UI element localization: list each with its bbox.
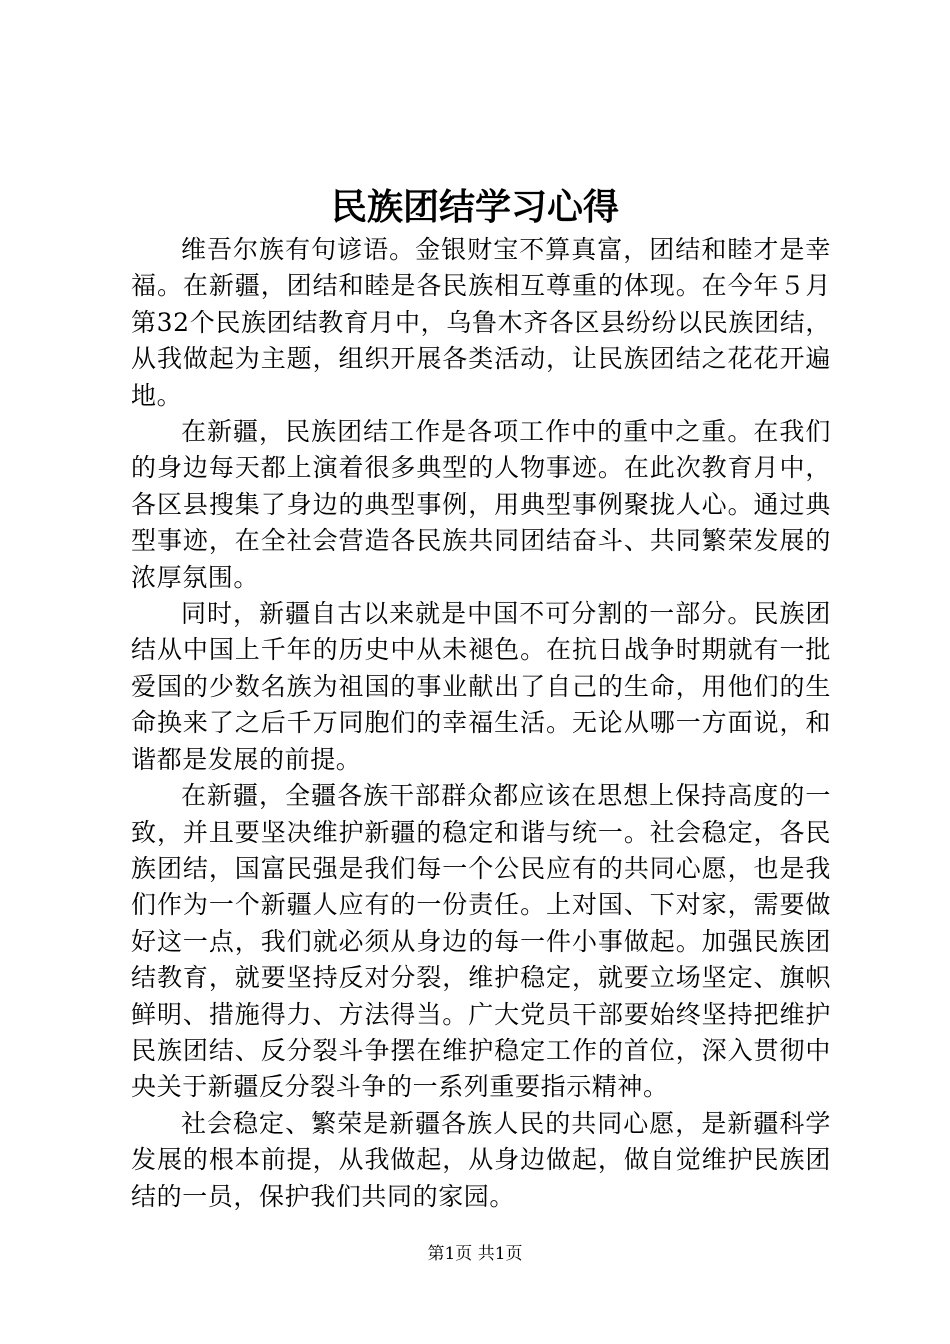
- paragraph-1: 维吾尔族有句谚语。金银财宝不算真富，团结和睦才是幸福。在新疆，团结和睦是各民族相互尊重的体现。在今年５月第32个民族团结教育月中，乌鲁木齐各区县纷纷以民族团结，从我做起为主题，组织开展各类活动，让民族团结之花花开遍地。: [131, 235, 831, 410]
- page-footer: 第1页 共1页: [427, 1244, 523, 1264]
- paragraph-3: 同时，新疆自古以来就是中国不可分割的一部分。民族团结从中国上千年的历史中从未褪色。在抗日战争时期就有一批爱国的少数名族为祖国的事业献出了自己的生命，用他们的生命换来了之后千万同胞们的幸福生活。无论从哪一方面说，和谐都是发展的前提。: [131, 599, 831, 774]
- paragraph-4: 在新疆，全疆各族干部群众都应该在思想上保持高度的一致，并且要坚决维护新疆的稳定和谐与统一。社会稳定，各民族团结，国富民强是我们每一个公民应有的共同心愿，也是我们作为一个新疆人应有的一份责任。上对国、下对家，需要做好这一点，我们就必须从身边的每一件小事做起。加强民族团结教育，就要坚持反对分裂，维护稳定，就要立场坚定、旗帜鲜明、措施得力、方法得当。广大党员干部要始终坚持把维护民族团结、反分裂斗争摆在维护稳定工作的首位，深入贯彻中央关于新疆反分裂斗争的一系列重要指示精神。: [131, 781, 831, 1102]
- paragraph-5: 社会稳定、繁荣是新疆各族人民的共同心愿，是新疆科学发展的根本前提，从我做起，从身边做起，做自觉维护民族团结的一员，保护我们共同的家园。: [131, 1108, 831, 1211]
- paragraph-2: 在新疆，民族团结工作是各项工作中的重中之重。在我们的身边每天都上演着很多典型的人物事迹。在此次教育月中，各区县搜集了身边的典型事例，用典型事例聚拢人心。通过典型事迹，在全社会营造各民族共同团结奋斗、共同繁荣发展的浓厚氛围。: [131, 417, 831, 592]
- document-title: 民族团结学习心得: [330, 186, 619, 228]
- document-body: [131, 232, 831, 1215]
